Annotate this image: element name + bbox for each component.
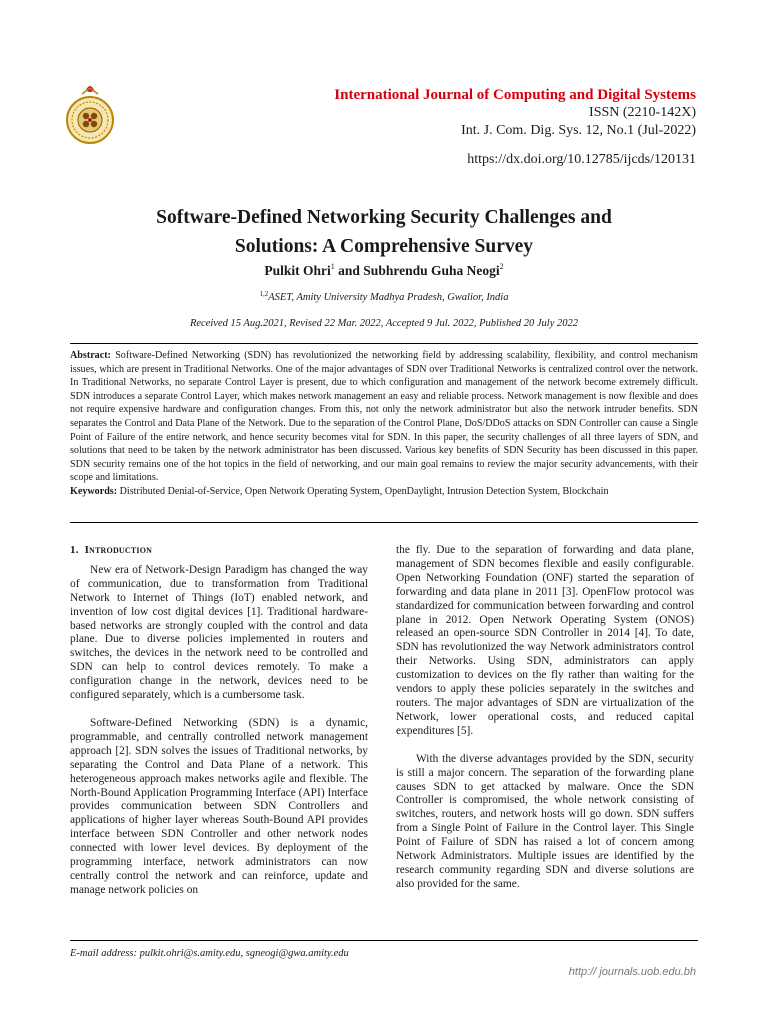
- abstract-label: Abstract:: [70, 350, 111, 361]
- title-line-1: Software-Defined Networking Security Challenges and: [156, 207, 612, 228]
- paragraph: New era of Network-Design Paradigm has changed the way of communication, due to transformation from Traditional Network to Internet of Things (IoT) enabled network, and invention of low cost digital devices [1]. Traditional hardware-based networks are strongly coupled with the control and data plane. Due to diverse policies implemented in routers and switches, the devices in the network need to be controlled and SDN can help to control devices remotely. To make a configuration change in the network, devices need to be configured separately, which is a cumbersome task.: [70, 563, 368, 702]
- journal-url[interactable]: http:// journals.uob.edu.bh: [568, 966, 696, 978]
- keywords-text: Distributed Denial-of-Service, Open Network Operating System, OpenDaylight, Intrusion Detection System, Blockchain: [119, 485, 609, 497]
- right-column: [396, 544, 694, 906]
- author-conjunction: and: [334, 263, 364, 278]
- journal-name: International Journal of Computing and Digital Systems: [334, 87, 696, 103]
- affil-mark: 1,2: [259, 290, 269, 298]
- author-name: Pulkit Ohri: [264, 263, 331, 278]
- author-affil-mark: 2: [499, 262, 504, 271]
- issn: ISSN (2210-142X): [589, 105, 696, 120]
- doi-link[interactable]: https://dx.doi.org/10.12785/ijcds/120131: [467, 152, 696, 167]
- email-address: E-mail address: pulkit.ohri@s.amity.edu, sgneogi@gwa.amity.edu: [70, 948, 349, 959]
- keywords-label: Keywords:: [70, 485, 118, 497]
- journal-header: [334, 86, 696, 140]
- keywords: [70, 485, 698, 499]
- authors: [60, 262, 708, 279]
- publication-dates: Received 15 Aug.2021, Revised 22 Mar. 2022, Accepted 9 Jul. 2022, Published 20 July 2022: [189, 318, 579, 329]
- footer-rule: [70, 940, 698, 941]
- abstract-bottom-rule: [70, 522, 698, 523]
- author-affil-mark: 1: [330, 262, 335, 271]
- abstract-paragraph: [70, 349, 698, 485]
- abstract: [70, 349, 698, 499]
- title-line-2: Solutions: A Comprehensive Survey: [234, 236, 534, 257]
- university-seal-icon: [64, 80, 116, 150]
- paragraph: With the diverse advantages provided by the SDN, security is still a major concern. The separation of the forwarding plane causes SDN to get attacked by malware. Once the SDN Controller is compromised, the whole network consisting of switches, routers, and network hosts will go down. SDN suffers from a Single Point of Failure in the Control layer. This Single Point of Failure of SDN has raised a lot of concern among Network Administrators. Multiple issues are identified by the research community regarding SDN and diverse solutions are also provided for the same.: [396, 752, 694, 890]
- paper-title: [60, 203, 708, 261]
- journal-citation: Int. J. Com. Dig. Sys. 12, No.1 (Jul-2022): [461, 123, 696, 138]
- paragraph: the fly. Due to the separation of forwarding and data plane, management of SDN becomes flexible and easily configurable. Open Networking Foundation (ONF) started the separation of forwarding and data plane in 2011 [3]. OpenFlow protocol was standardized for communication between forwarding and control plane in 2012. Open Network Operating System (ONOS) released an open-source SDN Controller in 2014 [4]. To date, SDN has revolutionized the way Network administrators control their Networks. Using SDN, administrators can apply customization to devices on the fly rather than waiting for the vendors to apply these policies separately in the switches and routers. The major advantages of SDN are virtualization of the Network, lower operational costs, and reduced capital expenditures [5].: [396, 544, 694, 737]
- affiliation: [60, 290, 708, 303]
- author-name: Subhrendu Guha Neogi: [363, 263, 500, 278]
- section-number: 1.: [70, 544, 79, 556]
- section-title: Introduction: [84, 544, 153, 556]
- paragraph: Software-Defined Networking (SDN) is a dynamic, programmable, and centrally controlled network management approach [2]. SDN solves the issues of Traditional networks, by separating the Control and Data Plane of a network. This heterogeneous approach makes networks agile and flexible. The North-Bound Application Programming Interface (API) Interface provides communication between SDN Controllers and applications of higher layer whereas South-Bound API provides interface between SDN Controller and other network nodes connected with lower level devices. By deployment of the programming interface, network administrators can now centrally control the network and can reinforce, update and manage network policies on: [70, 716, 368, 896]
- affiliation-text: ASET, Amity University Madhya Pradesh, Gwalior, India: [268, 292, 509, 303]
- abstract-text: Software-Defined Networking (SDN) has revolutionized the networking field by addressing scalability, flexibility, and control mechanism issues, which are present in Traditional Networks. One of the major advantages of SDN over Traditional Networks is centralized control over the network. In Traditional Networks, no separate Control Layer is present, due to which configuration and management of the network become extremely difficult. SDN introduces a separate Control Layer, which makes network management an easy and reliable process. Network management is now flexible and does not require expensive hardware and configuration changes. From this, not only the network administrator but also the network intruder benefits. SDN separates the Control and Data Plane of the Network. Due to the separation of the Control Plane, DoS/DDoS attacks on SDN Controller can cause a Single Point of Failure of the entire network, and hence security becomes vital for SDN. In this paper, the security challenges of all three layers of SDN, and solutions that need to be taken by the network administrator has been discussed. Various key benefits of SDN Security has been discussed in this paper. SDN security remains one of the hot topics in the field of networking, and our main goal remains to review the major security advancements, with their scope and limitations.: [70, 350, 698, 484]
- section-heading: [70, 544, 368, 558]
- abstract-top-rule: [70, 343, 698, 344]
- left-column: [70, 544, 368, 912]
